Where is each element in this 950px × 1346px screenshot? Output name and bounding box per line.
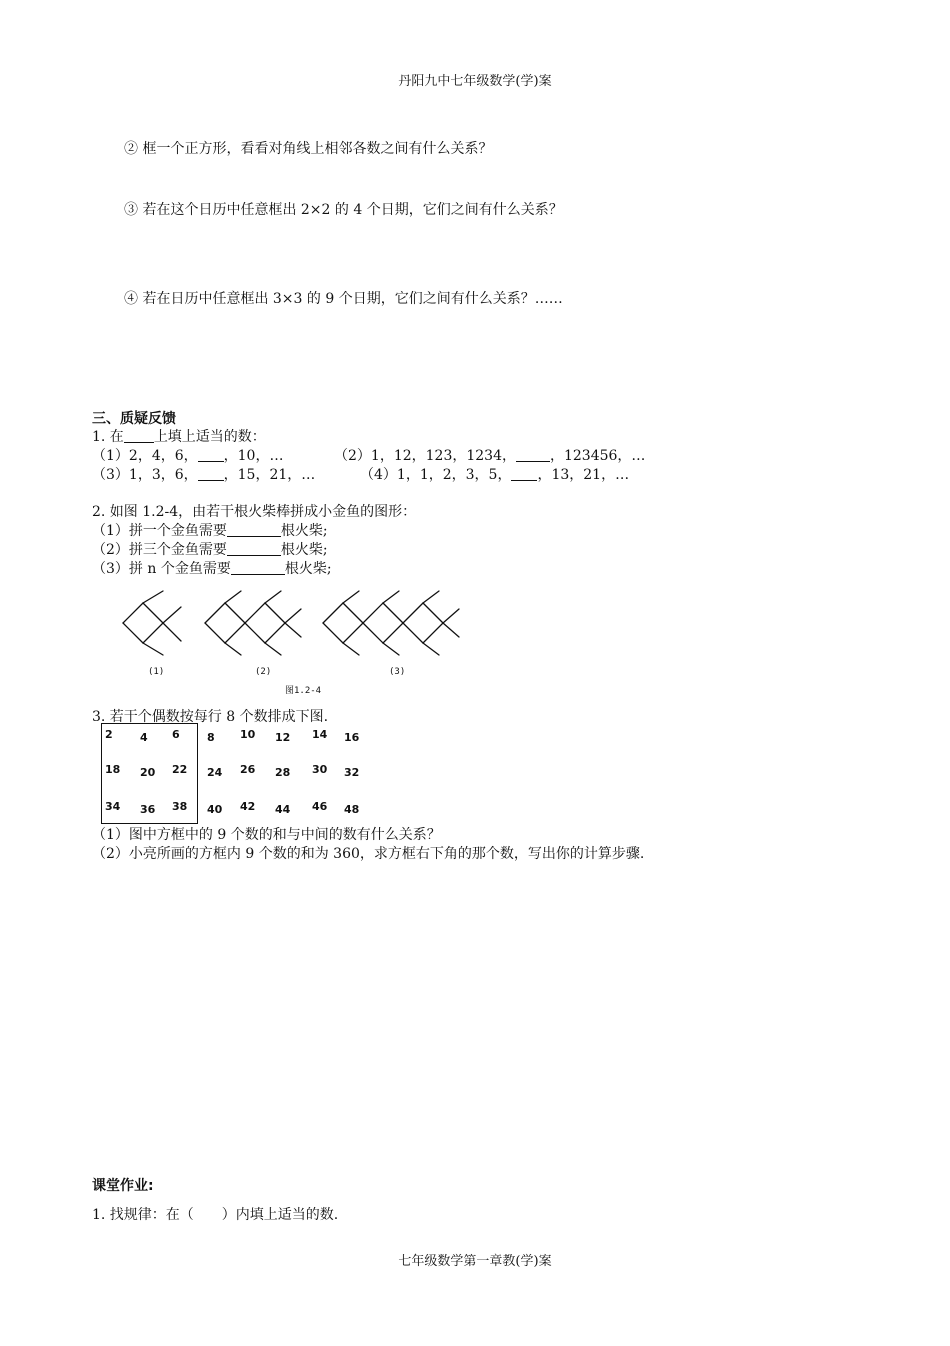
seq-2-blank[interactable]	[516, 447, 550, 462]
problem-1-row-1-right	[334, 445, 645, 465]
seq-4-blank[interactable]	[511, 466, 537, 481]
grid-number: 14	[312, 728, 328, 741]
sub-3-text: （3）拼 n 个金鱼需要	[92, 561, 231, 577]
seq-1-blank[interactable]	[198, 447, 224, 462]
problem-1-intro	[92, 426, 266, 446]
seq-1-a: （1）2，4，6，	[92, 448, 198, 464]
seq-2-b: ，123456，…	[549, 448, 646, 464]
goldfish-3-count	[205, 591, 301, 655]
fig-label-1: (1)	[148, 667, 165, 677]
seq-1-b: ，10，…	[223, 448, 284, 464]
grid-number: 24	[207, 766, 223, 779]
seq-2-a: （2）1，12，123，1234，	[334, 448, 516, 464]
grid-number: 30	[312, 763, 328, 776]
seq-3-a: （3）1，3，6，	[92, 467, 198, 483]
section-title: 三、质疑反馈	[92, 411, 176, 427]
problem-2-sub-2	[92, 539, 328, 559]
problem-3-intro: 3. 若干个偶数按每行 8 个数排成下图.	[92, 709, 329, 725]
grid-number: 38	[172, 800, 188, 813]
sub-3-unit: 根火柴;	[284, 561, 332, 577]
seq-3-blank[interactable]	[198, 466, 224, 481]
goldfish-matchstick-figure	[115, 585, 475, 695]
sub-1-unit: 根火柴;	[280, 523, 328, 539]
even-number-grid	[100, 722, 370, 822]
grid-number: 46	[312, 800, 328, 813]
homework-problem-1: 1. 找规律：在（ ）内填上适当的数.	[92, 1207, 339, 1223]
problem-2-sub-1	[92, 520, 328, 540]
grid-number: 4	[140, 731, 148, 744]
seq-4-a: （4）1，1，2，3，5，	[360, 467, 512, 483]
grid-number: 20	[140, 766, 156, 779]
sub-2-text: （2）拼三个金鱼需要	[92, 542, 227, 558]
grid-number: 26	[240, 763, 256, 776]
question-4: ④ 若在日历中任意框出 3×3 的 9 个日期，它们之间有什么关系？……	[124, 291, 563, 307]
grid-number: 32	[344, 766, 360, 779]
grid-number: 10	[240, 728, 256, 741]
grid-number: 42	[240, 800, 256, 813]
problem-1-intro-b: 上填上适当的数：	[153, 429, 266, 445]
grid-number: 36	[140, 803, 156, 816]
page-footer: 七年级数学第一章教(学)案	[398, 1254, 552, 1269]
problem-2-intro: 2. 如图 1.2-4，由若干根火柴棒拼成小金鱼的图形：	[92, 504, 417, 520]
problem-1-row-2-right	[360, 464, 629, 484]
grid-number: 18	[105, 763, 121, 776]
homework-title: 课堂作业:	[92, 1178, 154, 1194]
problem-1-row-2	[92, 464, 315, 484]
sub-3-blank[interactable]	[231, 560, 285, 575]
problem-1-intro-a: 1. 在	[92, 429, 124, 445]
grid-number: 28	[275, 766, 291, 779]
problem-1-row-1	[92, 445, 283, 465]
question-3: ③ 若在这个日历中任意框出 2×2 的 4 个日期，它们之间有什么关系？	[124, 202, 563, 218]
grid-number: 22	[172, 763, 188, 776]
grid-number: 8	[207, 731, 215, 744]
question-2: ② 框一个正方形，看看对角线上相邻各数之间有什么关系？	[124, 141, 493, 157]
grid-number: 48	[344, 803, 360, 816]
page-header: 丹阳九中七年级数学(学)案	[398, 74, 552, 89]
problem-3-sub-1: （1）图中方框中的 9 个数的和与中间的数有什么关系？	[92, 827, 441, 843]
grid-number: 34	[105, 800, 121, 813]
fig-label-3: (3)	[389, 667, 406, 677]
seq-4-b: ，13，21，…	[537, 467, 630, 483]
grid-number: 40	[207, 803, 223, 816]
sub-1-blank[interactable]	[227, 522, 281, 537]
grid-number: 12	[275, 731, 291, 744]
sub-2-unit: 根火柴;	[280, 542, 328, 558]
grid-number: 16	[344, 731, 360, 744]
fig-caption: 图1.2-4	[285, 686, 322, 695]
fill-blank[interactable]	[124, 428, 154, 443]
fig-label-2: (2)	[255, 667, 272, 677]
sub-2-blank[interactable]	[227, 541, 281, 556]
sub-1-text: （1）拼一个金鱼需要	[92, 523, 227, 539]
seq-3-b: ，15，21，…	[223, 467, 316, 483]
grid-number: 6	[172, 728, 180, 741]
problem-2-sub-3	[92, 558, 332, 578]
problem-3-sub-2: （2）小亮所画的方框内 9 个数的和为 360，求方框右下角的那个数，写出你的计算步骤.	[92, 846, 645, 862]
grid-number: 2	[105, 728, 113, 741]
goldfish-3	[323, 591, 459, 655]
goldfish-1	[123, 591, 181, 655]
grid-number: 44	[275, 803, 291, 816]
